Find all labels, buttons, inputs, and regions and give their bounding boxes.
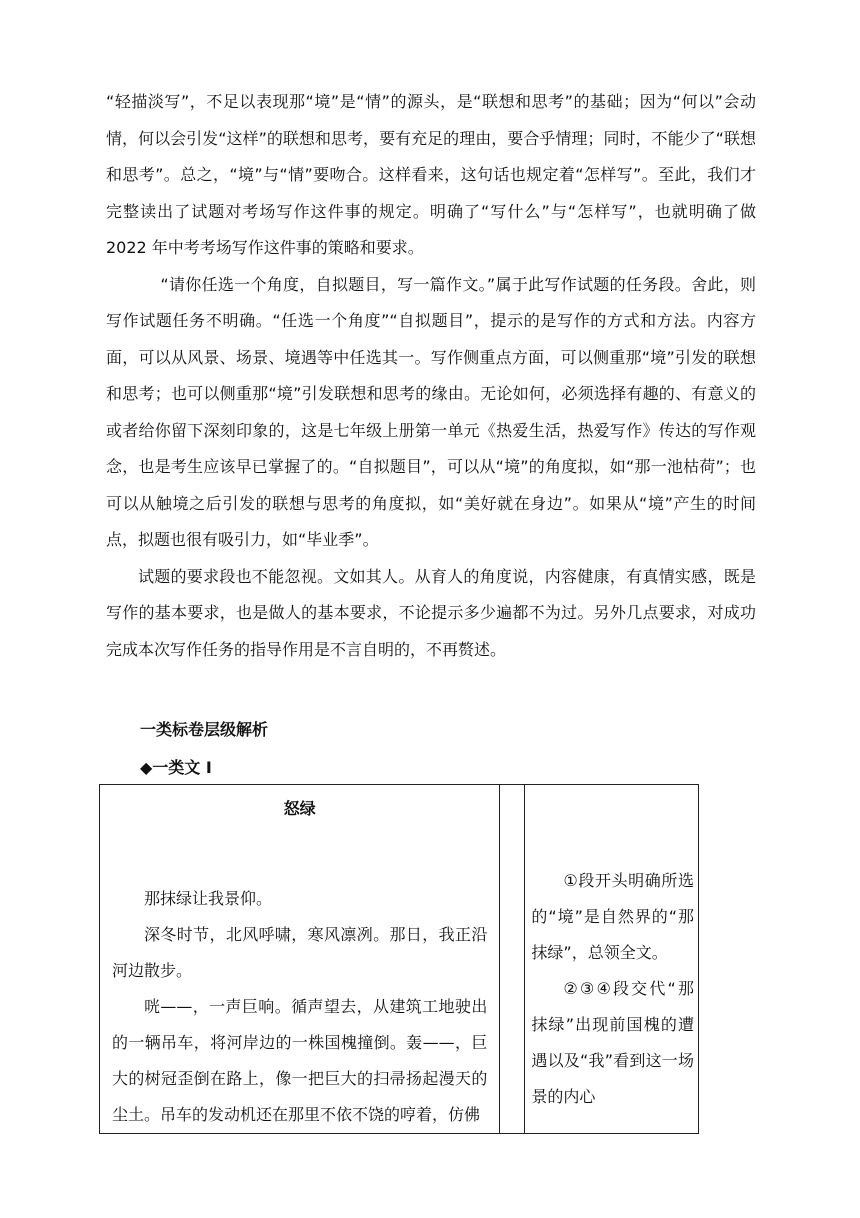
essay-paragraph-3: 咣——，一声巨响。循声望去，从建筑工地驶出的一辆吊车，将河岸边的一株国槐撞倒。轰——，巨大的树冠歪倒在路上，像一把巨大的扫帚扬起漫天的尘土。吊车的发动机还在那里不依不饶的哼着，仿佛 [112,997,488,1124]
body-paragraph-2: “请你任选一个角度，自拟题目，写一篇作文。”属于此写作试题的任务段。舍此，则写作试题任务不明确。“任选一个角度”“自拟题目”，提示的是写作的方式和方法。内容方面，可以从风景、场景、境遇等中任选其一。写作侧重点方面，可以侧重那“境”引发的联想和思考；也可以侧重那“境”引发联想和思考的缘由。无论如何，必须选择有趣的、有意义的或者给你留下深刻印象的，这是七年级上册第一单元《热爱生活，热爱写作》传达的写作观念，也是考生应该早已掌握了的。“自拟题目”，可以从“境”的角度拟，如“那一池枯荷”；也可以从触境之后引发的联想与思考的角度拟，如“美好就在身边”。如果从“境”产生的时间点，拟题也很有吸引力，如“毕业季”。 [106,274,756,549]
body-paragraph-1: “轻描淡写”，不足以表现那“境”是“情”的源头，是“联想和思考”的基础；因为“何以”会动情，何以会引发“这样”的联想和思考，要有充足的理由，要合乎情理；同时，不能少了“联想和思考”。总之，“境”与“情”要吻合。这样看来，这句话也规定着“怎样写”。至此，我们才完整读出了试题对考场写作这件事的规定。明确了“写什么”与“怎样写”，也就明确了做 2022 年中考考场写作这件事的策略和要求。 [106,92,756,257]
essay-paragraph-1: 那抹绿让我景仰。 [144,889,273,908]
annotation-1: ①段开头明确所选的“境”是自然界的“那抹绿”，总领全文。 [531,871,694,962]
annotation-cell [525,785,699,1134]
essay-title: 怒绿 [283,799,316,818]
body-text [106,84,756,668]
essay-cell [100,785,500,1134]
body-paragraph-3: 试题的要求段也不能忽视。文如其人。从育人的角度说，内容健康，有真情实感，既是写作的基本要求，也是做人的基本要求，不论提示多少遍都不为过。另外几点要求，对成功完成本次写作任务的指导作用是不言自明的，不再赘述。 [106,566,756,659]
annotation-2: ②③④段交代“那抹绿”出现前国槐的遭遇以及“我”看到这一场景的内心 [531,979,694,1106]
essay-blank-line [112,827,487,881]
essay-paragraph-2: 深冬时节，北风呼啸，寒风凛冽。那日，我正沿河边散步。 [112,925,488,980]
spacer-cell [500,785,525,1134]
sub-heading: ◆一类文 I [140,758,212,777]
essay-table [99,784,699,1134]
section-heading: 一类标卷层级解析 [140,720,269,739]
